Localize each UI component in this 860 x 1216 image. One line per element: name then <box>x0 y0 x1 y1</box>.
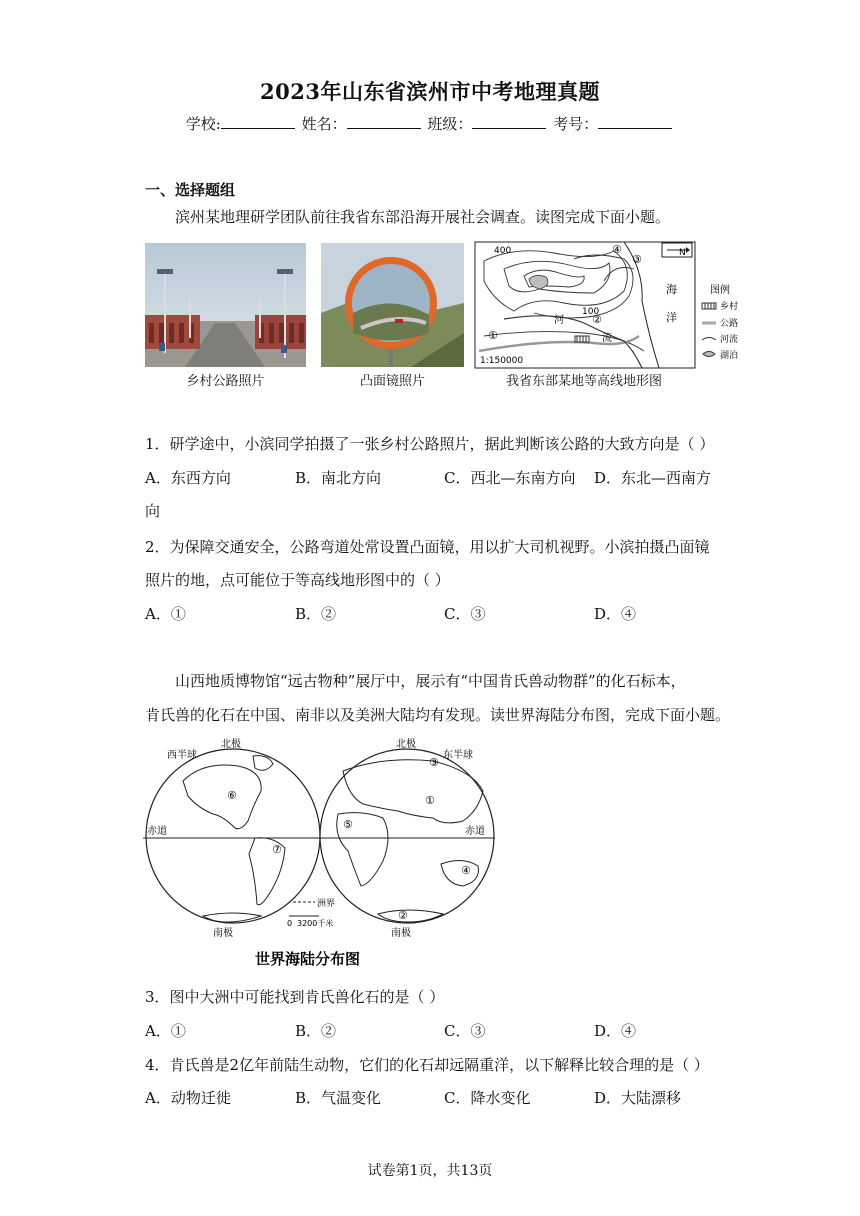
north-pole-east: 北极 <box>396 739 416 750</box>
continent-6: ⑥ <box>227 789 237 802</box>
intro-paragraph-1: 滨州某地理研学团队前往我省东部沿海开展社会调查。读图完成下面小题。 <box>175 208 671 226</box>
q2-option-a[interactable]: A．① <box>145 605 186 623</box>
world-map <box>143 736 503 972</box>
intro-paragraph-2-line2: 肯氏兽的化石在中国、南非以及美洲大陆均有发现。读世界海陆分布图，完成下面小题。 <box>145 706 731 724</box>
q4-option-c[interactable]: C．降水变化 <box>444 1089 531 1107</box>
q1-option-b[interactable]: B．南北方向 <box>295 469 382 487</box>
q3-option-d[interactable]: D．④ <box>594 1022 637 1040</box>
student-info-line <box>0 113 860 134</box>
point-4: ④ <box>612 243 622 256</box>
class-label: 班级： <box>427 115 473 133</box>
contour-400-label: 400 <box>494 246 512 256</box>
question-1-stem: 1．研学途中，小滨同学拍摄了一张乡村公路照片，据此判断该公路的大致方向是（ ） <box>145 435 715 453</box>
south-pole-west: 南极 <box>213 928 233 939</box>
equator-east: 赤道 <box>465 826 485 837</box>
legend-lake: 湖泊 <box>720 351 739 361</box>
legend-village: 乡村 <box>720 302 739 312</box>
class-blank[interactable] <box>472 114 546 129</box>
question-4-stem: 4．肯氏兽是2亿年前陆生动物，它们的化石却远隔重洋，以下解释比较合理的是（ ） <box>145 1056 709 1074</box>
continent-2: ② <box>398 909 408 922</box>
contour-100-label: 100 <box>582 307 600 317</box>
point-2: ② <box>592 313 602 326</box>
rural-road-caption: 乡村公路照片 <box>186 374 265 389</box>
point-3: ③ <box>632 253 642 266</box>
q4-option-a[interactable]: A．动物迁徙 <box>145 1089 231 1107</box>
name-label: 姓名： <box>301 115 347 133</box>
continent-5: ⑤ <box>343 818 353 831</box>
north-arrow: N <box>679 248 686 258</box>
east-hemisphere-label: 东半球 <box>443 750 473 761</box>
equator-west: 赤道 <box>147 826 167 837</box>
contour-map-caption: 我省东部某地等高线地形图 <box>505 374 662 389</box>
q4-option-b[interactable]: B．气温变化 <box>295 1089 382 1107</box>
legend-road: 公路 <box>720 319 739 329</box>
name-blank[interactable] <box>347 114 421 129</box>
page-footer: 试卷第1页，共13页 <box>367 1163 493 1179</box>
q1-option-d[interactable]: D．东北—西南方 <box>594 469 712 487</box>
q4-option-d[interactable]: D．大陆漂移 <box>594 1089 682 1107</box>
contour-map <box>474 241 746 369</box>
sea-label: 海 <box>666 283 677 296</box>
question-3-stem: 3．图中大洲中可能找到肯氏兽化石的是（ ） <box>145 988 445 1006</box>
continent-1: ① <box>425 794 435 807</box>
river-label: 河 <box>554 315 564 326</box>
west-hemisphere-label: 西半球 <box>167 750 197 761</box>
legend-river: 河流 <box>720 335 739 345</box>
scale-bar-label: 3200千米 <box>297 919 334 928</box>
intro-paragraph-2-line1: 山西地质博物馆“远古物种”展厅中，展示有“中国肯氏兽动物群”的化石标本， <box>175 672 686 690</box>
point-1: ① <box>488 329 498 342</box>
legend-title: 图例 <box>710 285 730 296</box>
q2-option-c[interactable]: C．③ <box>444 605 486 623</box>
world-map-caption: 世界海陆分布图 <box>255 950 361 968</box>
north-pole-west: 北极 <box>221 739 241 750</box>
rural-road-photo <box>145 243 306 367</box>
boundary-legend: 洲界 <box>317 899 336 909</box>
scale-zero: 0 <box>287 919 293 928</box>
q3-option-c[interactable]: C．③ <box>444 1022 486 1040</box>
ocean-label: 洋 <box>666 311 677 324</box>
continent-7: ⑦ <box>272 843 282 856</box>
q3-option-b[interactable]: B．② <box>295 1022 337 1040</box>
q2-option-b[interactable]: B．② <box>295 605 337 623</box>
convex-mirror-caption: 凸面镜照片 <box>359 374 425 389</box>
convex-mirror-photo <box>321 243 464 367</box>
continent-4: ④ <box>461 864 471 877</box>
continent-3: ③ <box>429 756 439 769</box>
flow-label: 流 <box>602 333 612 344</box>
page-title: 2023年山东省滨州市中考地理真题 <box>260 79 600 104</box>
q1-option-a[interactable]: A．东西方向 <box>145 469 231 487</box>
question-2-stem-line1: 2．为保障交通安全，公路弯道处常设置凸面镜，用以扩大司机视野。小滨拍摄凸面镜 <box>145 538 710 556</box>
map-scale: 1:150000 <box>480 356 524 366</box>
q3-option-a[interactable]: A．① <box>145 1022 186 1040</box>
school-blank[interactable] <box>221 114 295 129</box>
number-label: 考号： <box>553 115 599 133</box>
q1-option-c[interactable]: C．西北—东南方向 <box>444 469 576 487</box>
question-2-stem-line2: 照片的地，点可能位于等高线地形图中的（ ） <box>145 571 450 589</box>
number-blank[interactable] <box>598 114 672 129</box>
q2-option-d[interactable]: D．④ <box>594 605 637 623</box>
section-heading: 一、选择题组 <box>145 181 236 199</box>
school-label: 学校: <box>185 115 221 133</box>
south-pole-east: 南极 <box>391 928 411 939</box>
q1-option-d-wrap: 向 <box>145 502 161 520</box>
